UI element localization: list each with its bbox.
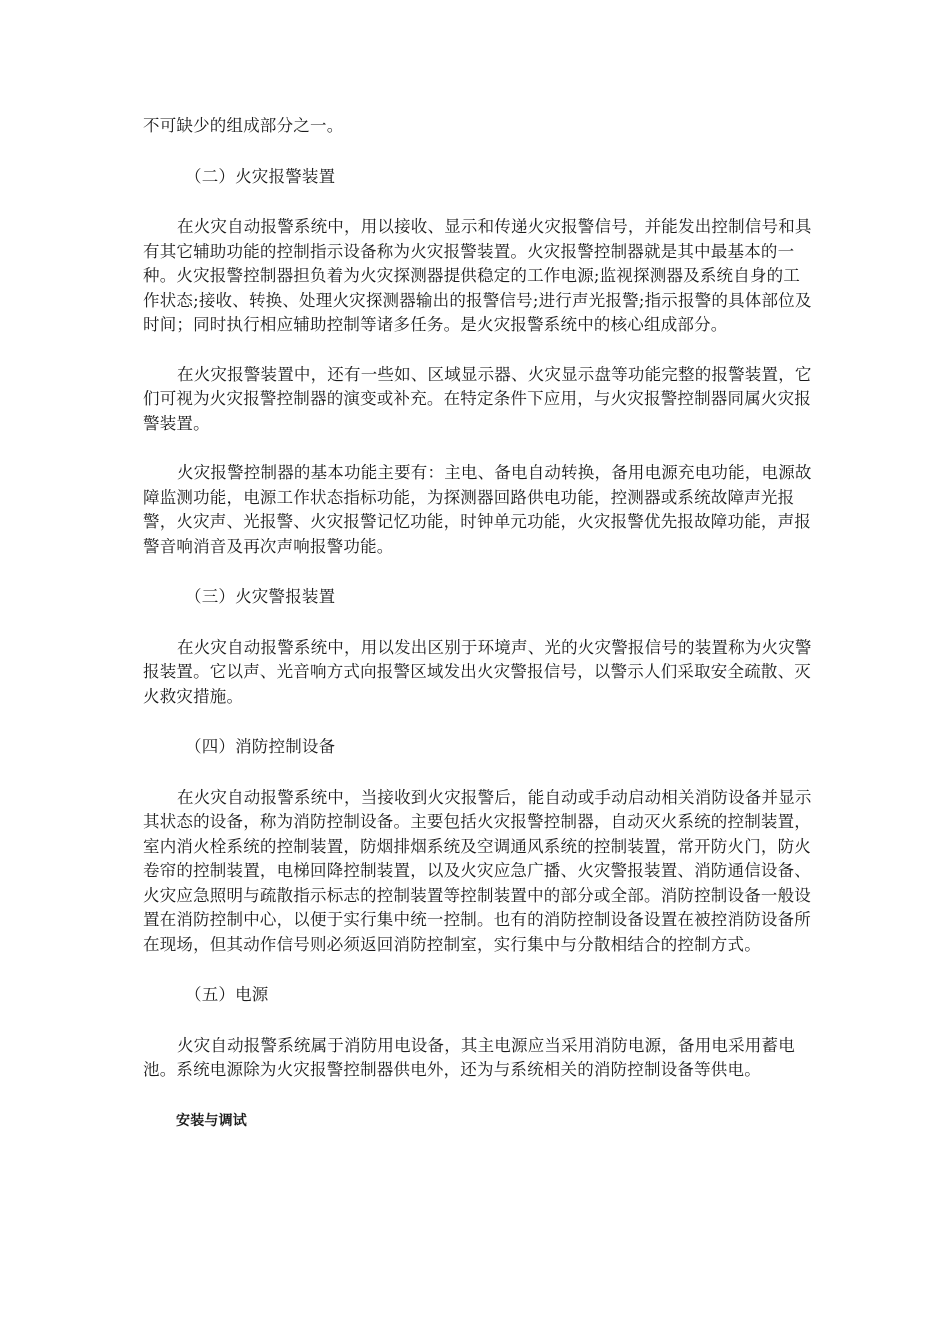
section-3-heading: （三）火灾警报装置 [185, 587, 336, 606]
section-2-heading: （二）火灾报警装置 [185, 166, 336, 186]
section-5-heading: （五）电源 [185, 985, 269, 1004]
next-section-heading: 安装与调试 [176, 1112, 247, 1129]
section-2-paragraph-3: 火灾报警控制器的基本功能主要有：主电、备电自动转换，备用电源充电功能，电源故障监测功能，电源工作状态指标功能，为探测器回路供电功能，控测器或系统故障声光报警，火灾声、光报警、火灾报警记忆功能，时钟单元功能，火灾报警优先报故障功能，声报警音响消音及再次声响报警功能。 [143, 463, 812, 556]
section-3-paragraph-1: 在火灾自动报警系统中，用以发出区别于环境声、光的火灾警报信号的装置称为火灾警报装置。它以声、光音响方式向报警区域发出火灾警报信号，以警示人们采取安全疏散、灭火救灾措施。 [143, 637, 812, 706]
section-2-paragraph-1: 在火灾自动报警系统中，用以接收、显示和传递火灾报警信号，并能发出控制信号和具有其它辅助功能的控制指示设备称为火灾报警装置。火灾报警控制器就是其中最基本的一种。火灾报警控制器担负着为火灾探测器提供稳定的工作电源;监视探测器及系统自身的工作状态;接收、转换、处理火灾探测器输出的报警信号;进行声光报警;指示报警的具体部位及时间；同时执行相应辅助控制等诸多任务。是火灾报警系统中的核心组成部分。 [143, 217, 812, 334]
document-page [143, 114, 815, 1133]
section-5-paragraph-1: 火灾自动报警系统属于消防用电设备，其主电源应当采用消防电源，备用电采用蓄电池。系统电源除为火灾报警控制器供电外，还为与系统相关的消防控制设备等供电。 [143, 1035, 795, 1079]
section-2-paragraph-2: 在火灾报警装置中，还有一些如、区域显示器、火灾显示盘等功能完整的报警装置，它们可视为火灾报警控制器的演变或补充。在特定条件下应用，与火灾报警控制器同属火灾报警装置。 [143, 364, 812, 433]
section-4-paragraph-1: 在火灾自动报警系统中，当接收到火灾报警后，能自动或手动启动相关消防设备并显示其状态的设备，称为消防控制设备。主要包括火灾报警控制器，自动灭火系统的控制装置，室内消火栓系统的控制装置，防烟排烟系统及空调通风系统的控制装置，常开防火门，防火卷帘的控制装置，电梯回降控制装置，以及火灾应急广播、火灾警报装置、消防通信设备、火灾应急照明与疏散指示标志的控制装置等控制装置中的部分或全部。消防控制设备一般设置在消防控制中心，以便于实行集中统一控制。也有的消防控制设备设置在被控消防设备所在现场，但其动作信号则必须返回消防控制室，实行集中与分散相结合的控制方式。 [143, 787, 812, 954]
intro-tail-text: 不可缺少的组成部分之一。 [143, 116, 344, 135]
section-4-heading: （四）消防控制设备 [185, 737, 336, 756]
